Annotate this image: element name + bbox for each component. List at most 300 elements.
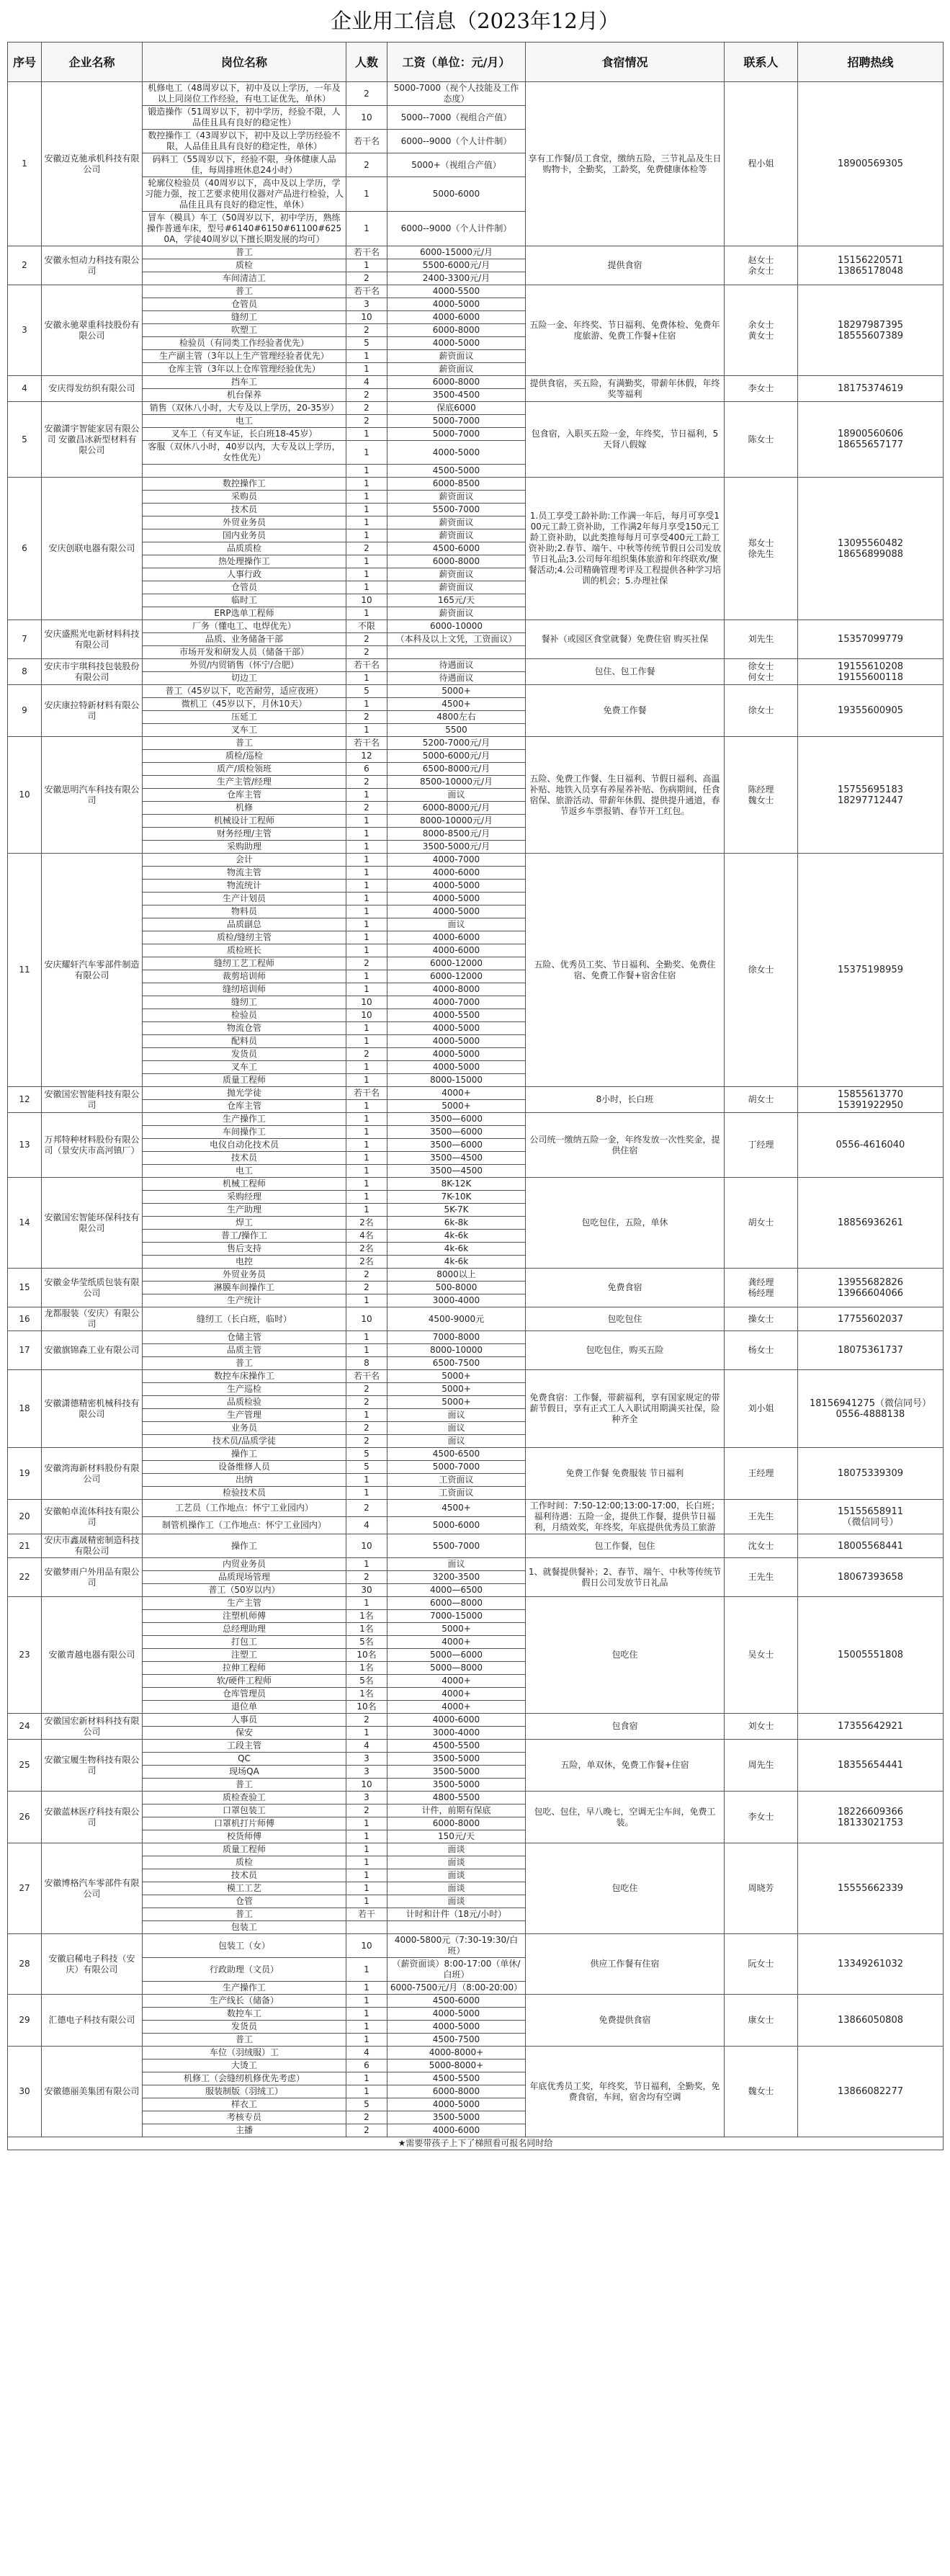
job-title: 机械设计工程师 [143, 815, 346, 828]
job-title: 仓管员 [143, 581, 346, 594]
hotline-number: 18156941275（微信同号） [810, 1397, 931, 1409]
job-headcount: 1 [346, 491, 387, 504]
table-row [8, 1995, 944, 2008]
hotline-number: 13095560482 [838, 537, 903, 549]
job-salary: 5500 [387, 724, 526, 737]
job-headcount: 1 [346, 1727, 387, 1740]
benefits: 包吃住 [526, 1843, 725, 1934]
job-title: 生产操作工 [143, 1982, 346, 1995]
job-title: 包装工（女） [143, 1934, 346, 1958]
table-row [8, 1331, 944, 1344]
benefits: 包吃包住，购买五险 [526, 1331, 725, 1370]
job-salary: 3200-3500 [387, 1571, 526, 1584]
benefits: 公司统一缴纳五险一金，年终发放一次性奖金，提供住宿 [526, 1113, 725, 1178]
company-index: 23 [8, 1597, 42, 1714]
benefits: 包吃、包住，早八晚七，空调无尘车间，免费工装。 [526, 1792, 725, 1843]
hotline-cell [798, 1934, 944, 1995]
job-title: 操作工 [143, 1534, 346, 1558]
company-index: 3 [8, 285, 42, 376]
job-headcount: 1 [346, 1152, 387, 1165]
job-salary: 面谈 [387, 1895, 526, 1908]
job-headcount: 10 [346, 996, 387, 1009]
job-title: 机修 [143, 802, 346, 815]
benefits: 免费食宿：工作餐，带薪福利，享有国家规定的带薪节假日，享有正式工人入职试用期满买社保，险种齐全 [526, 1370, 725, 1448]
job-salary: 8000-15000 [387, 1074, 526, 1087]
company-index: 16 [8, 1307, 42, 1331]
job-title: 生产助理 [143, 1204, 346, 1217]
job-title: 技术员 [143, 1869, 346, 1882]
job-title: 机械工程师 [143, 1178, 346, 1191]
job-headcount: 5名 [346, 1636, 387, 1649]
contact-cell [725, 1534, 798, 1558]
job-title: 质检/缝纫主管 [143, 931, 346, 944]
job-title: 轮廓仪检验员（40周岁以下，高中及以上学历，学习能力强，按工艺要求使用仪器对产品进行检验，人品佳且具有良好的稳定性，单休） [143, 177, 346, 212]
job-headcount: 若干名 [346, 246, 387, 259]
job-headcount: 4 [346, 1740, 387, 1753]
table-row [8, 82, 944, 106]
hotline-number: 18067393658 [838, 1572, 903, 1583]
contact-cell [725, 1934, 798, 1995]
job-title: 普工 [143, 2034, 346, 2047]
contact-cell [725, 285, 798, 376]
hotline-number: 13349261032 [838, 1959, 903, 1969]
job-headcount: 5 [346, 685, 387, 698]
job-headcount: 1 [346, 2034, 387, 2047]
job-salary: 500-8000 [387, 1282, 526, 1294]
job-title: 现场QA [143, 1766, 346, 1779]
job-salary: 3500—6000 [387, 1113, 526, 1126]
job-headcount: 1 [346, 1100, 387, 1113]
hotline-number: 18900560606 [838, 429, 903, 439]
job-title: 生产计划员 [143, 893, 346, 905]
hotline-cell [798, 1307, 944, 1331]
benefits: 包吃包住 [526, 1307, 725, 1331]
job-title: 质检 [143, 1856, 346, 1869]
job-title: 采购助理 [143, 841, 346, 854]
contact-person: 徐女士 [748, 965, 774, 975]
job-title: 品质、业务储备干部 [143, 633, 346, 646]
job-salary: 5000--7000（视组合产值） [387, 106, 526, 130]
job-headcount: 1 [346, 465, 387, 478]
job-salary: 4500+ [387, 1500, 526, 1517]
table-row [8, 1843, 944, 1856]
job-title: 配料员 [143, 1035, 346, 1048]
job-salary: 4000-7000 [387, 996, 526, 1009]
job-salary: 5000-7000 [387, 415, 526, 428]
contact-person: 余女士 [748, 265, 774, 276]
job-title: 车间清洁工 [143, 272, 346, 285]
job-salary: 5000+ [387, 1396, 526, 1409]
job-headcount: 1 [346, 1409, 387, 1422]
job-title: 主播 [143, 2124, 346, 2137]
job-title: 电控 [143, 1256, 346, 1269]
job-headcount: 5名 [346, 1675, 387, 1688]
job-title: 热处理操作工 [143, 555, 346, 568]
job-salary: 8000以上 [387, 1269, 526, 1282]
hotline-cell [798, 1500, 944, 1534]
job-title: 普工 [143, 1357, 346, 1370]
job-headcount: 1 [346, 880, 387, 893]
company-index: 5 [8, 402, 42, 478]
hotline-cell [798, 376, 944, 402]
company-index: 21 [8, 1534, 42, 1558]
job-headcount: 1 [346, 789, 387, 802]
contact-person: 王经理 [748, 1468, 774, 1478]
job-headcount: 1 [346, 1035, 387, 1048]
company-index: 7 [8, 620, 42, 659]
job-title: 外贸业务员 [143, 1269, 346, 1282]
job-title: 行政助理（文员） [143, 1958, 346, 1982]
job-title: 客服（双休八小时，40岁以内，大专及以上学历，女性优先） [143, 441, 346, 465]
job-title: 注塑工 [143, 1649, 346, 1662]
job-title: 包装工 [143, 1921, 346, 1934]
contact-person: 刘先生 [748, 634, 774, 644]
job-title: 数控操作工 [143, 478, 346, 491]
job-headcount: 1 [346, 815, 387, 828]
hotline-number: 19155610208 [838, 661, 903, 672]
job-title: 销售（双休八小时，大专及以上学历，20-35岁） [143, 402, 346, 415]
job-headcount: 1 [346, 1843, 387, 1856]
job-salary: 5000+ [387, 685, 526, 698]
contact-cell [725, 1269, 798, 1307]
job-salary: 5500-7000 [387, 504, 526, 516]
contact-cell [725, 1500, 798, 1534]
job-title: 生产管理 [143, 1409, 346, 1422]
hotline-number: 18355654441 [838, 1760, 903, 1771]
job-headcount: 5 [346, 1448, 387, 1461]
job-salary: 面议 [387, 789, 526, 802]
hotline-number: 15155658911 [838, 1506, 903, 1517]
header-benefits: 食宿情况 [526, 43, 725, 82]
job-headcount: 若干 [346, 1908, 387, 1921]
job-headcount: 1 [346, 1856, 387, 1869]
job-headcount: 2 [346, 1804, 387, 1817]
job-salary: 薪资面议 [387, 581, 526, 594]
job-title: 样衣工 [143, 2098, 346, 2111]
benefits: 包工作餐，包住 [526, 1534, 725, 1558]
hotline-number: 18175374619 [838, 383, 903, 394]
benefits: 五险一金、年终奖、节日福利、免费体检、免费年度旅游、免费工作餐+住宿 [526, 285, 725, 376]
job-salary: 工资面议 [387, 1487, 526, 1500]
job-title: 人事行政 [143, 568, 346, 581]
job-title: 普工 [143, 285, 346, 298]
contact-cell [725, 402, 798, 478]
job-salary: 8K-12K [387, 1178, 526, 1191]
hotline-number: 15855613770 [838, 1088, 903, 1100]
job-headcount: 1 [346, 1139, 387, 1152]
job-headcount: 2名 [346, 1217, 387, 1230]
hotline-cell [798, 285, 944, 376]
contact-person: 李女士 [748, 1812, 774, 1822]
job-headcount: 若干名 [346, 285, 387, 298]
job-title: 生产巡检 [143, 1383, 346, 1396]
job-headcount: 1 [346, 944, 387, 957]
company-index: 22 [8, 1558, 42, 1597]
job-title: 拉伸工程师 [143, 1662, 346, 1675]
job-headcount: 2 [346, 633, 387, 646]
company-name: 安庆得发纺织有限公司 [42, 376, 143, 402]
job-headcount: 1 [346, 478, 387, 491]
job-salary: 4500+ [387, 698, 526, 711]
company-index: 10 [8, 737, 42, 854]
job-title: 人事员 [143, 1714, 346, 1727]
company-index: 30 [8, 2047, 42, 2137]
hotline-number: 18656899088 [838, 548, 903, 560]
contact-cell [725, 620, 798, 659]
company-name: 安徽潇德精密机械科技有限公司 [42, 1370, 143, 1448]
contact-person: 余女士 [748, 319, 774, 330]
hotline-number: 18075339309 [838, 1468, 903, 1479]
job-title: 冒车（模具）车工（50周岁以下，初中学历，熟练操作普通车床，型号#6140#6150#61100#6250A，学徒40周岁以下擅长期发展的均可） [143, 212, 346, 246]
job-title: 数控操作工（43周岁以下，初中及以上学历经验不限，人品佳且具有良好的稳定性，单休） [143, 130, 346, 153]
contact-person: 徐女士 [748, 705, 774, 715]
job-headcount: 1 [346, 867, 387, 880]
hotline-number: 18297987395 [838, 319, 903, 331]
table-row [8, 620, 944, 633]
job-headcount: 1 [346, 607, 387, 620]
job-title: 叉车工 [143, 724, 346, 737]
hotline-number: 18555607389 [838, 330, 903, 341]
contact-cell [725, 1178, 798, 1269]
contact-cell [725, 1597, 798, 1714]
benefits: 享有工作餐/员工食堂，缴纳五险，三节礼品及生日购物卡，全勤奖，工龄奖，免费健康体检等 [526, 82, 725, 246]
job-title: 生产统计 [143, 1294, 346, 1307]
company-index: 6 [8, 478, 42, 620]
job-salary: 4800左右 [387, 711, 526, 724]
contact-cell [725, 1714, 798, 1740]
company-index: 24 [8, 1714, 42, 1740]
benefits: 8小时，长白班 [526, 1087, 725, 1113]
job-title: 质检 [143, 259, 346, 272]
job-title: 检验技术员 [143, 1487, 346, 1500]
job-headcount: 1 [346, 918, 387, 931]
hotline-cell [798, 402, 944, 478]
benefits: 免费工作餐 [526, 685, 725, 737]
job-salary: 5000-8000+ [387, 2060, 526, 2072]
contact-cell [725, 478, 798, 620]
job-salary: 6000-8000 [387, 2085, 526, 2098]
company-name: 安徽潇宇智能家居有限公司 安徽昌冰新型材料有限公司 [42, 402, 143, 478]
job-title: 车位（羽绒服）工 [143, 2047, 346, 2060]
table-row [8, 246, 944, 259]
job-title: 电工 [143, 1165, 346, 1178]
contact-cell [725, 854, 798, 1087]
hotline-number: 15391922950 [838, 1099, 903, 1111]
company-name: 汇德电子科技有限公司 [42, 1995, 143, 2047]
job-salary: 4000-5000 [387, 1061, 526, 1074]
job-title: 内贸业务员 [143, 1558, 346, 1571]
job-headcount: 1 [346, 1344, 387, 1357]
company-name: 安徽博格汽车零部件有限公司 [42, 1843, 143, 1934]
jobs-table-body [8, 82, 944, 2137]
hotline-number: 18226609366 [838, 1806, 903, 1817]
table-row [8, 2047, 944, 2060]
hotline-cell [798, 1448, 944, 1500]
job-salary: 4000-5000 [387, 337, 526, 350]
job-salary: 面议 [387, 918, 526, 931]
job-headcount: 2 [346, 776, 387, 789]
job-title: 制管机操作工（工作地点：怀宁工业园内） [143, 1517, 346, 1534]
job-salary: 4000-7000 [387, 854, 526, 867]
job-salary: 4000-5000 [387, 1022, 526, 1035]
job-title: 仓库主管 [143, 1100, 346, 1113]
job-salary: 5200-7000元/月 [387, 737, 526, 750]
job-title: 工艺员（工作地点：怀宁工业园内） [143, 1500, 346, 1517]
job-title: 仓库主管（3年以上仓库管理经验优先） [143, 363, 346, 376]
company-index: 11 [8, 854, 42, 1087]
contact-person: 吴女士 [748, 1650, 774, 1660]
company-index: 12 [8, 1087, 42, 1113]
header-hotline: 招聘热线 [798, 43, 944, 82]
job-salary: 待遇面议 [387, 672, 526, 685]
contact-cell [725, 1307, 798, 1331]
job-headcount: 1名 [346, 1662, 387, 1675]
contact-person: 陈经理 [748, 784, 774, 795]
job-title: 缝纫培训师 [143, 983, 346, 996]
job-title: 普工 [143, 737, 346, 750]
company-name: 安庆创联电器有限公司 [42, 478, 143, 620]
job-headcount [346, 1921, 387, 1934]
job-salary: 6000--9000（个人计件制） [387, 130, 526, 153]
company-name: 安庆盛熙光电新材料科技有限公司 [42, 620, 143, 659]
contact-person: 胡女士 [748, 1217, 774, 1227]
job-headcount: 30 [346, 1584, 387, 1597]
hotline-cell [798, 1558, 944, 1597]
company-index: 13 [8, 1113, 42, 1178]
job-headcount: 1 [346, 428, 387, 441]
job-title: 机修工（会缝纫机修优先考虑） [143, 2072, 346, 2085]
contact-person: 刘小姐 [748, 1403, 774, 1413]
company-name: 安徽梦雨户外用品有限公司 [42, 1558, 143, 1597]
job-headcount: 10 [346, 311, 387, 324]
contact-cell [725, 2047, 798, 2137]
hotline-number: （微信同号） [842, 1516, 899, 1528]
benefits: 免费工作餐 免费服装 节日福利 [526, 1448, 725, 1500]
job-headcount: 1 [346, 1165, 387, 1178]
table-row [8, 1448, 944, 1461]
contact-person: 程小姐 [748, 158, 774, 169]
table-row [8, 1087, 944, 1100]
job-salary: 7000-8000 [387, 1331, 526, 1344]
job-salary: 6k-8k [387, 1217, 526, 1230]
contact-cell [725, 1792, 798, 1843]
company-name: 安徽旗锦森工业有限公司 [42, 1331, 143, 1370]
hotline-cell [798, 685, 944, 737]
job-title: 普工 [143, 246, 346, 259]
job-headcount: 1 [346, 504, 387, 516]
job-title: 仓管员 [143, 298, 346, 311]
job-salary: 工资面议 [387, 1474, 526, 1487]
table-row [8, 1934, 944, 1958]
job-headcount: 1 [346, 1178, 387, 1191]
hotline-number: 13865178048 [838, 265, 903, 277]
job-salary: 4000-5500 [387, 285, 526, 298]
job-title: 技术员/品质学徒 [143, 1435, 346, 1448]
contact-person: 杨经理 [748, 1287, 774, 1298]
job-salary: 4k-6k [387, 1230, 526, 1243]
contact-person: 杨女士 [748, 1345, 774, 1355]
job-salary: 4000-5000 [387, 1048, 526, 1061]
benefits: 年底优秀员工奖，年终奖，节日福利，全勤奖，免费食宿，车间，宿舍均有空调 [526, 2047, 725, 2137]
job-headcount: 2名 [346, 1256, 387, 1269]
job-headcount: 2 [346, 1714, 387, 1727]
job-title: 物流主管 [143, 867, 346, 880]
job-salary: 5000+ [387, 1100, 526, 1113]
job-salary: 计件，前期有保底 [387, 1804, 526, 1817]
job-headcount: 1 [346, 1895, 387, 1908]
job-salary: 保底6000 [387, 402, 526, 415]
table-row [8, 478, 944, 491]
hotline-cell [798, 1534, 944, 1558]
job-title: 缝纫工 [143, 311, 346, 324]
hotline-cell [798, 1995, 944, 2047]
hotline-cell [798, 2047, 944, 2137]
job-title: 采购经理 [143, 1191, 346, 1204]
job-headcount: 4名 [346, 1230, 387, 1243]
job-title: 质量工程师 [143, 1074, 346, 1087]
job-salary: 5000+ [387, 1623, 526, 1636]
job-salary: 6000-8000 [387, 555, 526, 568]
job-headcount: 1 [346, 350, 387, 363]
table-row [8, 1269, 944, 1282]
company-index: 26 [8, 1792, 42, 1843]
job-salary: 6000-15000元/月 [387, 246, 526, 259]
job-headcount: 8 [346, 1357, 387, 1370]
hotline-number: 17755602037 [838, 1313, 903, 1325]
job-headcount: 2 [346, 1048, 387, 1061]
job-headcount: 1 [346, 2072, 387, 2085]
job-salary: 4000-6000 [387, 931, 526, 944]
contact-cell [725, 1740, 798, 1792]
job-title: 品质质检 [143, 542, 346, 555]
hotline-number: 13866082277 [838, 2086, 903, 2097]
job-title: 打包工 [143, 1636, 346, 1649]
job-salary: 5000+（视组合产值） [387, 153, 526, 177]
job-salary: 薪资面议 [387, 363, 526, 376]
header-count: 人数 [346, 43, 387, 82]
job-salary: 8000-10000元/月 [387, 815, 526, 828]
job-salary [387, 646, 526, 659]
job-salary: 8000-8500元/月 [387, 828, 526, 841]
job-title: 叉车工 [143, 1061, 346, 1074]
job-salary: 8000-10000 [387, 1344, 526, 1357]
job-headcount: 10 [346, 1534, 387, 1558]
hotline-number: 19355600905 [838, 705, 903, 716]
job-title: 大烫工 [143, 2060, 346, 2072]
benefits: 包食宿 [526, 1714, 725, 1740]
job-headcount: 若干名 [346, 130, 387, 153]
job-headcount: 10 [346, 1934, 387, 1958]
hotline-number: 15005551808 [838, 1650, 903, 1660]
job-salary: 6000-8500 [387, 478, 526, 491]
job-salary: 4000-6000 [387, 867, 526, 880]
benefits: 包吃包住，五险，单休 [526, 1178, 725, 1269]
job-title: 外贸业务员 [143, 516, 346, 529]
job-headcount: 1 [346, 1982, 387, 1995]
benefits: 供应工作餐有住宿 [526, 1934, 725, 1995]
job-headcount: 2 [346, 402, 387, 415]
job-salary: 5000-6000 [387, 1517, 526, 1534]
job-headcount: 1 [346, 1113, 387, 1126]
job-title: 采购员 [143, 491, 346, 504]
job-salary: 4000-5000 [387, 1035, 526, 1048]
job-salary: 2400-3300元/月 [387, 272, 526, 285]
job-title: 国内业务员 [143, 529, 346, 542]
table-row [8, 1113, 944, 1126]
job-headcount: 2 [346, 802, 387, 815]
job-title: 码料工（55周岁以下，经验不限，身体健康人品佳，每周排班休息24小时） [143, 153, 346, 177]
footer-note: ★需要带孩子上下了梯照看可报名同时给 [8, 2137, 944, 2150]
